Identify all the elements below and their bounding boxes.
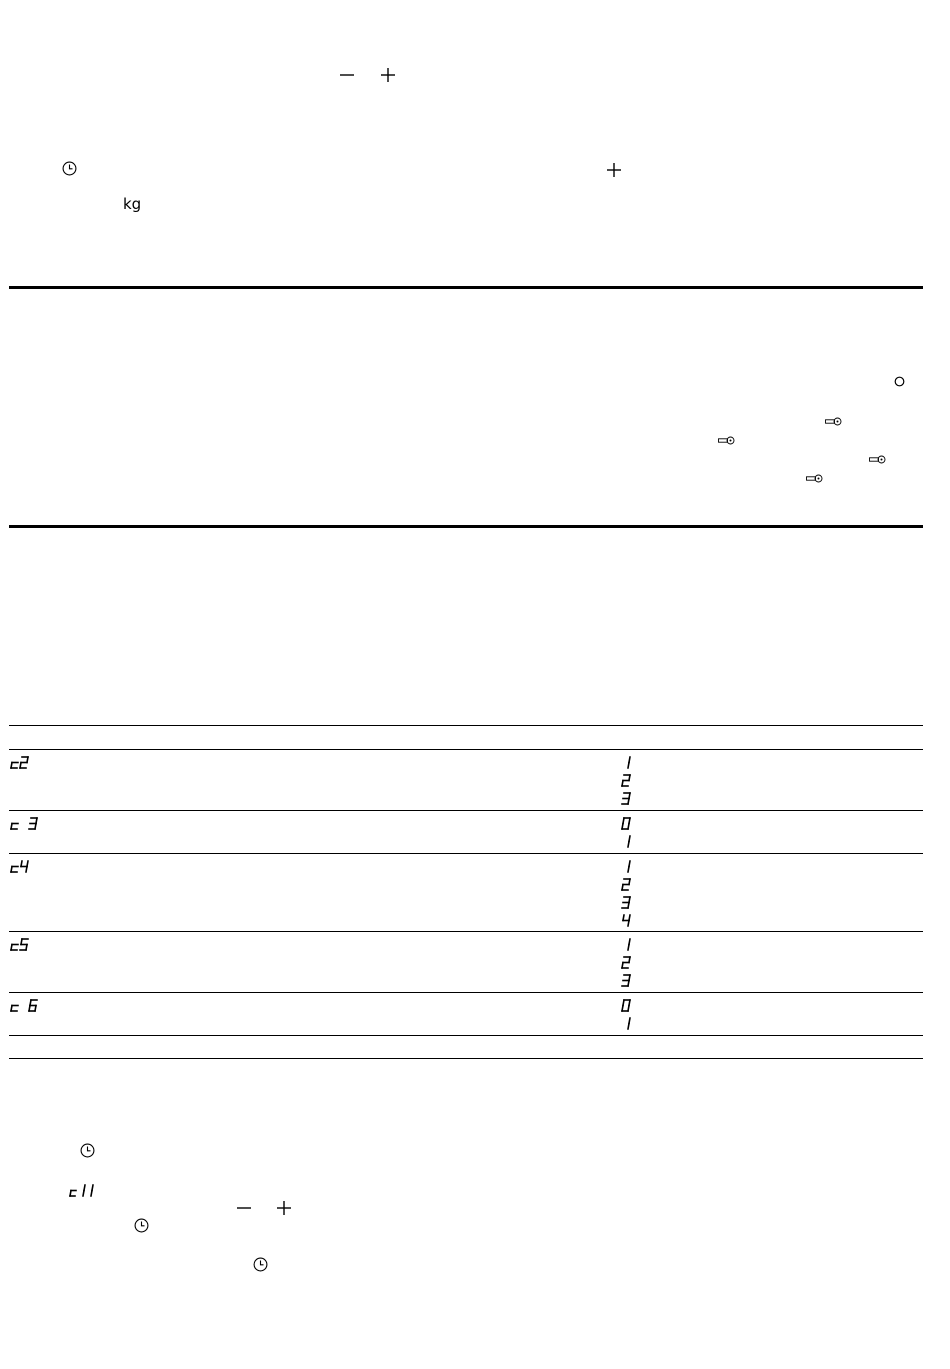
section-divider <box>9 525 923 528</box>
setting-code <box>9 754 31 773</box>
setting-value <box>620 894 633 913</box>
setting-value <box>620 754 633 773</box>
setting-value <box>620 936 633 955</box>
setting-value <box>620 772 633 791</box>
key-icon <box>718 436 735 445</box>
unit-label: kg <box>123 195 142 213</box>
setting-value <box>620 815 633 834</box>
table-rule <box>9 749 923 750</box>
table-rule <box>9 931 923 932</box>
table-rule <box>9 1058 923 1059</box>
section-divider <box>9 286 923 289</box>
setting-code <box>9 858 31 877</box>
setting-value <box>620 912 633 931</box>
circle-icon <box>894 376 905 387</box>
setting-value <box>620 997 633 1016</box>
plus-icon <box>380 67 396 83</box>
table-rule <box>9 810 923 811</box>
setting-value <box>620 972 633 991</box>
setting-value <box>620 954 633 973</box>
key-icon <box>869 455 886 464</box>
clock-icon <box>134 1218 149 1233</box>
clock-icon <box>62 161 77 176</box>
plus-icon <box>606 162 622 178</box>
setting-value <box>620 833 633 852</box>
table-rule <box>9 992 923 993</box>
setting-code <box>9 997 40 1016</box>
clock-icon <box>253 1257 268 1272</box>
minus-icon <box>236 1200 252 1216</box>
setting-code-display <box>68 1182 96 1201</box>
setting-value <box>620 790 633 809</box>
setting-code <box>9 815 40 834</box>
key-icon <box>825 417 842 426</box>
setting-code <box>9 936 31 955</box>
table-rule <box>9 725 923 726</box>
table-rule <box>9 853 923 854</box>
clock-icon <box>80 1143 95 1158</box>
plus-icon <box>276 1200 292 1216</box>
setting-value <box>620 876 633 895</box>
minus-icon <box>339 67 355 83</box>
setting-value <box>620 858 633 877</box>
key-icon <box>806 474 823 483</box>
table-rule <box>9 1035 923 1036</box>
setting-value <box>620 1015 633 1034</box>
